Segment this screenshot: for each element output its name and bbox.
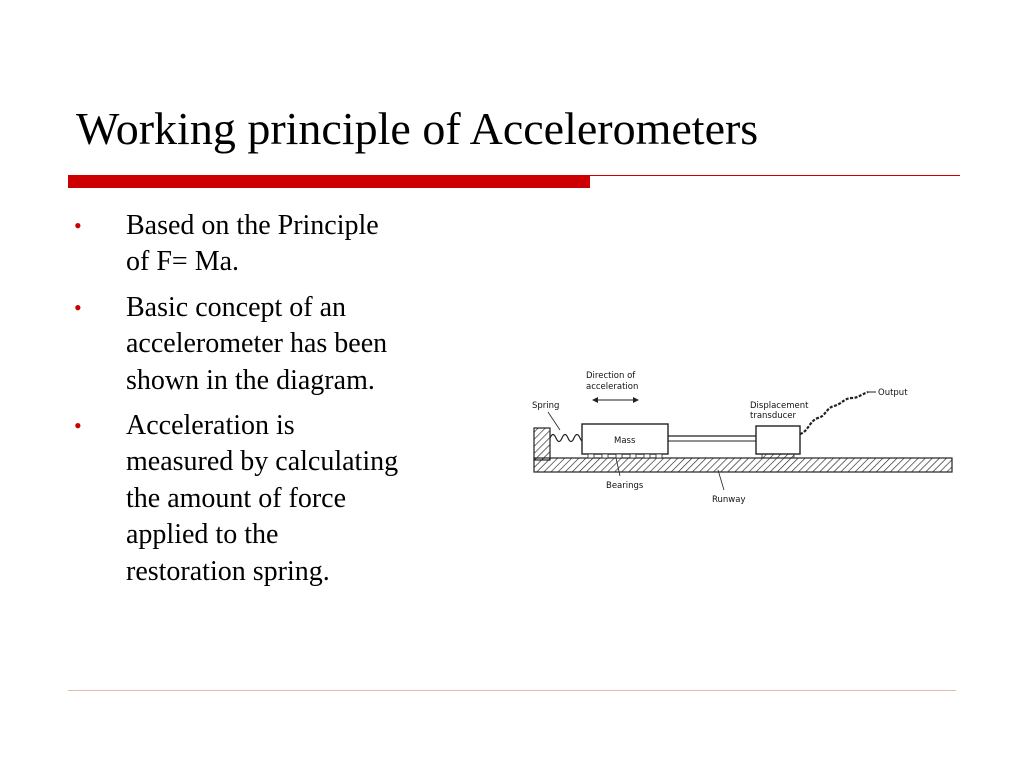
direction-label-line2: acceleration <box>586 382 639 392</box>
bullet-item <box>70 208 500 281</box>
runway-base <box>534 458 952 472</box>
bullet-item <box>70 408 500 590</box>
bullet-marker: • <box>74 412 82 438</box>
output-label: Output <box>878 388 908 398</box>
left-wall <box>534 428 550 460</box>
bullet-text: Based on the Principle of F= Ma. <box>126 210 379 278</box>
spring-pointer <box>548 412 560 430</box>
bullet-marker: • <box>74 213 82 238</box>
runway-label: Runway <box>712 495 746 505</box>
footer-divider <box>68 690 956 691</box>
transducer-label-line1: Displacement <box>750 401 809 411</box>
bullet-marker: • <box>74 294 82 320</box>
bullet-text: Basic concept of an accelerometer has been shown in the diagram. <box>126 291 388 396</box>
mass-label: Mass <box>614 436 636 446</box>
spring-coil <box>550 435 586 442</box>
transducer-mount <box>762 454 794 458</box>
slide-title: Working principle of Accelerometers <box>76 103 759 154</box>
transducer-label-line2: transducer <box>750 411 797 421</box>
title-underline-thin <box>590 175 960 176</box>
output-cable <box>800 392 868 434</box>
accelerometer-diagram <box>528 360 958 510</box>
bullet-list <box>70 208 500 599</box>
displacement-transducer <box>756 426 800 454</box>
direction-label-line1: Direction of <box>586 371 636 381</box>
bullet-text: Acceleration is measured by calculating the amount of force applied to the restoration spring. <box>126 409 399 587</box>
bearings-label: Bearings <box>606 481 644 491</box>
title-underline-accent <box>68 175 590 188</box>
bullet-item <box>70 290 500 399</box>
runway-pointer <box>718 470 724 490</box>
spring-label: Spring <box>532 401 560 411</box>
